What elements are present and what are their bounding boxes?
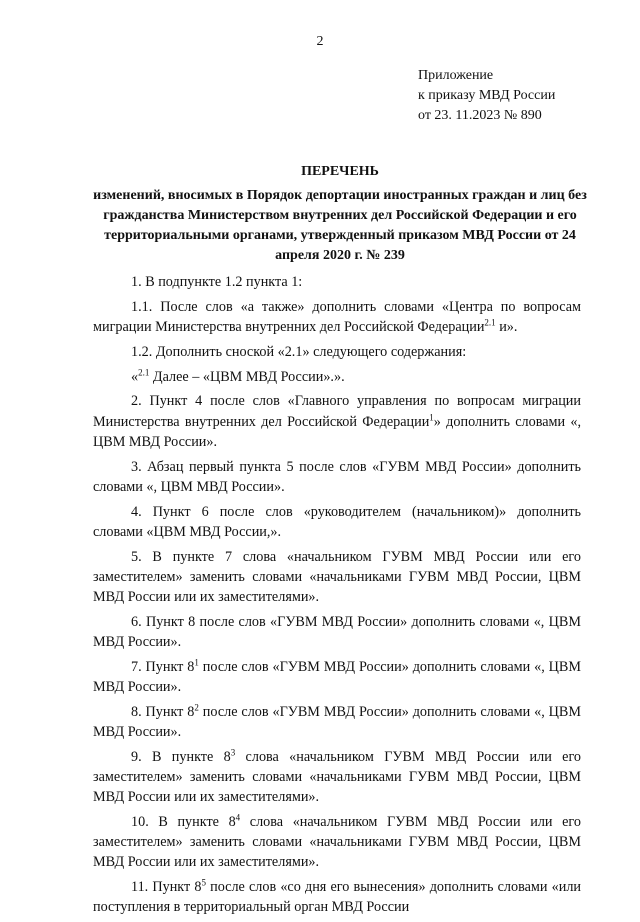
paragraph-9: 9. В пункте $8^3$ слова «начальником ГУВМ МВД России или его заместителем» заменить словами «начальниками ГУВМ МВД России, ЦВМ МВД России или их заместителями». [93,747,581,806]
title-heading: ПЕРЕЧЕНЬ [301,164,379,179]
paragraph-10: 10. В пункте $8^4$ слова «начальником ГУВМ МВД России или его заместителем» заменить словами «начальниками ГУВМ МВД России, ЦВМ МВД России или их заместителями». [93,812,581,871]
paragraph-1-1: 1.1. После слов «а также» дополнить словами «Центра по вопросам миграции Министерства внутренних дел Российской Федерации$^{2.1}$ и». [93,298,581,335]
appendix-line-1: Приложение [418,68,494,83]
paragraph-6: 6. Пункт 8 после слов «ГУВМ МВД России» дополнить словами «, ЦВМ МВД России». [93,613,581,650]
page-number: 2 [316,34,324,49]
document-body [93,272,581,922]
appendix-line-2: к приказу МВД России [418,88,556,103]
paragraph-3: 3. Абзац первый пункта 5 после слов «ГУВМ МВД России» дополнить словами «, ЦВМ МВД России». [93,458,581,495]
footnote-marker: 1 [194,657,199,668]
footnote-marker: 3 [230,747,236,758]
paragraph-2: 2. Пункт 4 после слов «Главного управления по вопросам миграции Министерства внутренних дел Российской Федерации$^1$» дополнить словами «, ЦВМ МВД России». [93,393,581,450]
footnote-marker: 5 [201,877,206,888]
paragraph-5: 5. В пункте 7 слова «начальником ГУВМ МВД России или его заместителем» заменить словами «начальниками ГУВМ МВД России, ЦВМ МВД России или их заместителями». [93,548,581,605]
paragraph-11: 11. Пункт $8^5$ после слов «со дня его вынесения» дополнить словами «или поступления в территориальный орган МВД России [93,877,581,916]
appendix-line-3: от 23. 11.2023 № 890 [418,108,542,123]
footnote-marker: 2 [194,702,199,713]
footnote-marker: 1 [429,411,434,422]
title-subtitle: изменений, вносимых в Порядок депортации иностранных граждан и лиц без гражданства Министерством внутренних дел Российской Федерации и его территориальными органами, утвержденный приказом МВД России от 24 апреля 2020 г. № 239 [93,188,587,263]
footnote-text: «$^{2.1}$ Далее – «ЦВМ МВД России».». [131,366,345,385]
paragraph-8: 8. Пункт $8^2$ после слов «ГУВМ МВД России» дополнить словами «, ЦВМ МВД России». [93,702,581,740]
footnote-marker: 2.1 [484,317,496,328]
paragraph-1-2: 1.2. Дополнить сноской «2.1» следующего содержания: [131,343,467,360]
footnote-marker: 2.1 [138,366,150,377]
footnote-marker: 4 [235,812,241,823]
paragraph-1: 1. В подпункте 1.2 пункта 1: [131,274,303,290]
document-title [90,162,590,266]
paragraph-7: 7. Пункт $8^1$ после слов «ГУВМ МВД России» дополнить словами «, ЦВМ МВД России». [93,657,581,695]
appendix-header [418,66,555,126]
paragraph-4: 4. Пункт 6 после слов «руководителем (начальником)» дополнить словами «ЦВМ МВД России,». [93,503,581,540]
